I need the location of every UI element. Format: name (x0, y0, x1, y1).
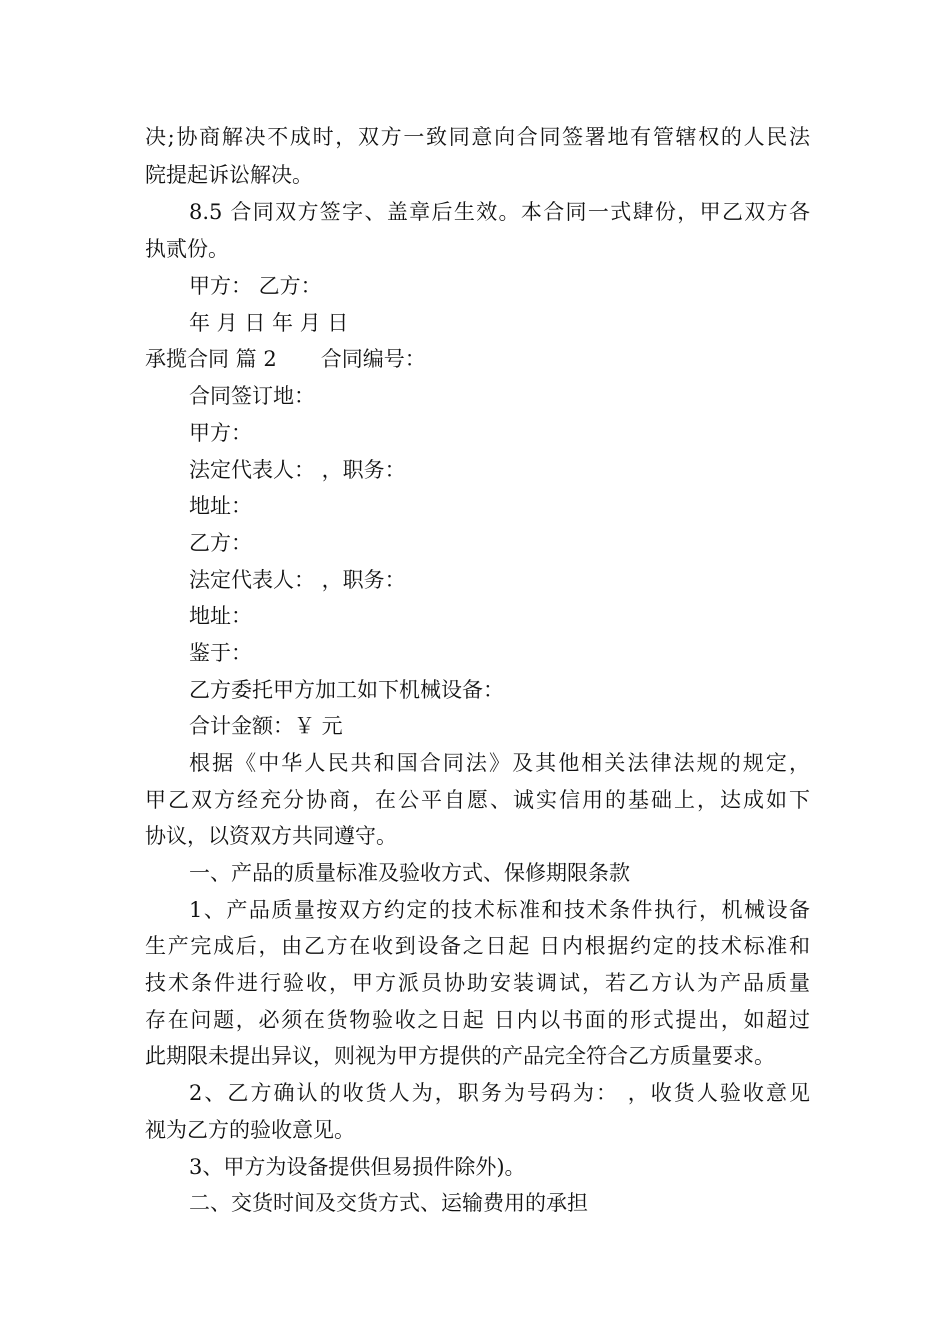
text-line: 根据《中华人民共和国合同法》及其他相关法律法规的规定， (189, 751, 810, 775)
text-line: 地址： (189, 494, 252, 518)
text-line: 生产完成后，由乙方在收到设备之日起 日内根据约定的技术标准和 (145, 934, 810, 958)
text-line: 8.5 合同双方签字、盖章后生效。本合同一式肆份，甲乙双方各 (189, 200, 810, 224)
text-line: 年 月 日 年 月 日 (189, 311, 349, 335)
text-line: 甲方： (189, 421, 252, 445)
text-line: 1、产品质量按双方约定的技术标准和技术条件执行，机械设备 (189, 898, 810, 922)
text-line: 此期限未提出异议，则视为甲方提供的产品完全符合乙方质量要求。 (145, 1044, 775, 1068)
text-line: 乙方： (189, 531, 252, 555)
section-title: 承揽合同 篇 2 (145, 347, 277, 371)
text-line: 一、产品的质量标准及验收方式、保修期限条款 (189, 861, 630, 885)
section-heading-row (145, 344, 810, 374)
text-line: 院提起诉讼解决。 (145, 163, 313, 187)
text-line: 3、甲方为设备提供但易损件除外)。 (189, 1155, 526, 1179)
text-line: 甲乙双方经充分协商，在公平自愿、诚实信用的基础上，达成如下 (145, 788, 810, 812)
text-line: 鉴于： (189, 641, 252, 665)
text-line: 法定代表人： ，职务： (189, 568, 406, 592)
contract-number-label: 合同编号： (320, 347, 426, 371)
text-line: 决;协商解决不成时，双方一致同意向合同签署地有管辖权的人民法 (145, 125, 810, 149)
text-line: 乙方委托甲方加工如下机械设备： (189, 678, 504, 702)
text-line: 合计金额：￥ 元 (189, 714, 343, 738)
text-line: 视为乙方的验收意见。 (145, 1118, 355, 1142)
text-line: 地址： (189, 604, 252, 628)
text-line: 2、乙方确认的收货人为，职务为号码为： ，收货人验收意见 (189, 1081, 810, 1105)
text-line: 合同签订地： (189, 384, 315, 408)
text-line: 甲方： 乙方： (189, 274, 322, 298)
text-line: 法定代表人： ，职务： (189, 458, 406, 482)
text-line: 二、交货时间及交货方式、运输费用的承担 (189, 1191, 588, 1215)
text-line: 协议，以资双方共同遵守。 (145, 824, 397, 848)
text-line: 存在问题，必须在货物验收之日起 日内以书面的形式提出，如超过 (145, 1008, 810, 1032)
text-line: 技术条件进行验收，甲方派员协助安装调试，若乙方认为产品质量 (145, 971, 810, 995)
text-line: 执贰份。 (145, 237, 229, 261)
